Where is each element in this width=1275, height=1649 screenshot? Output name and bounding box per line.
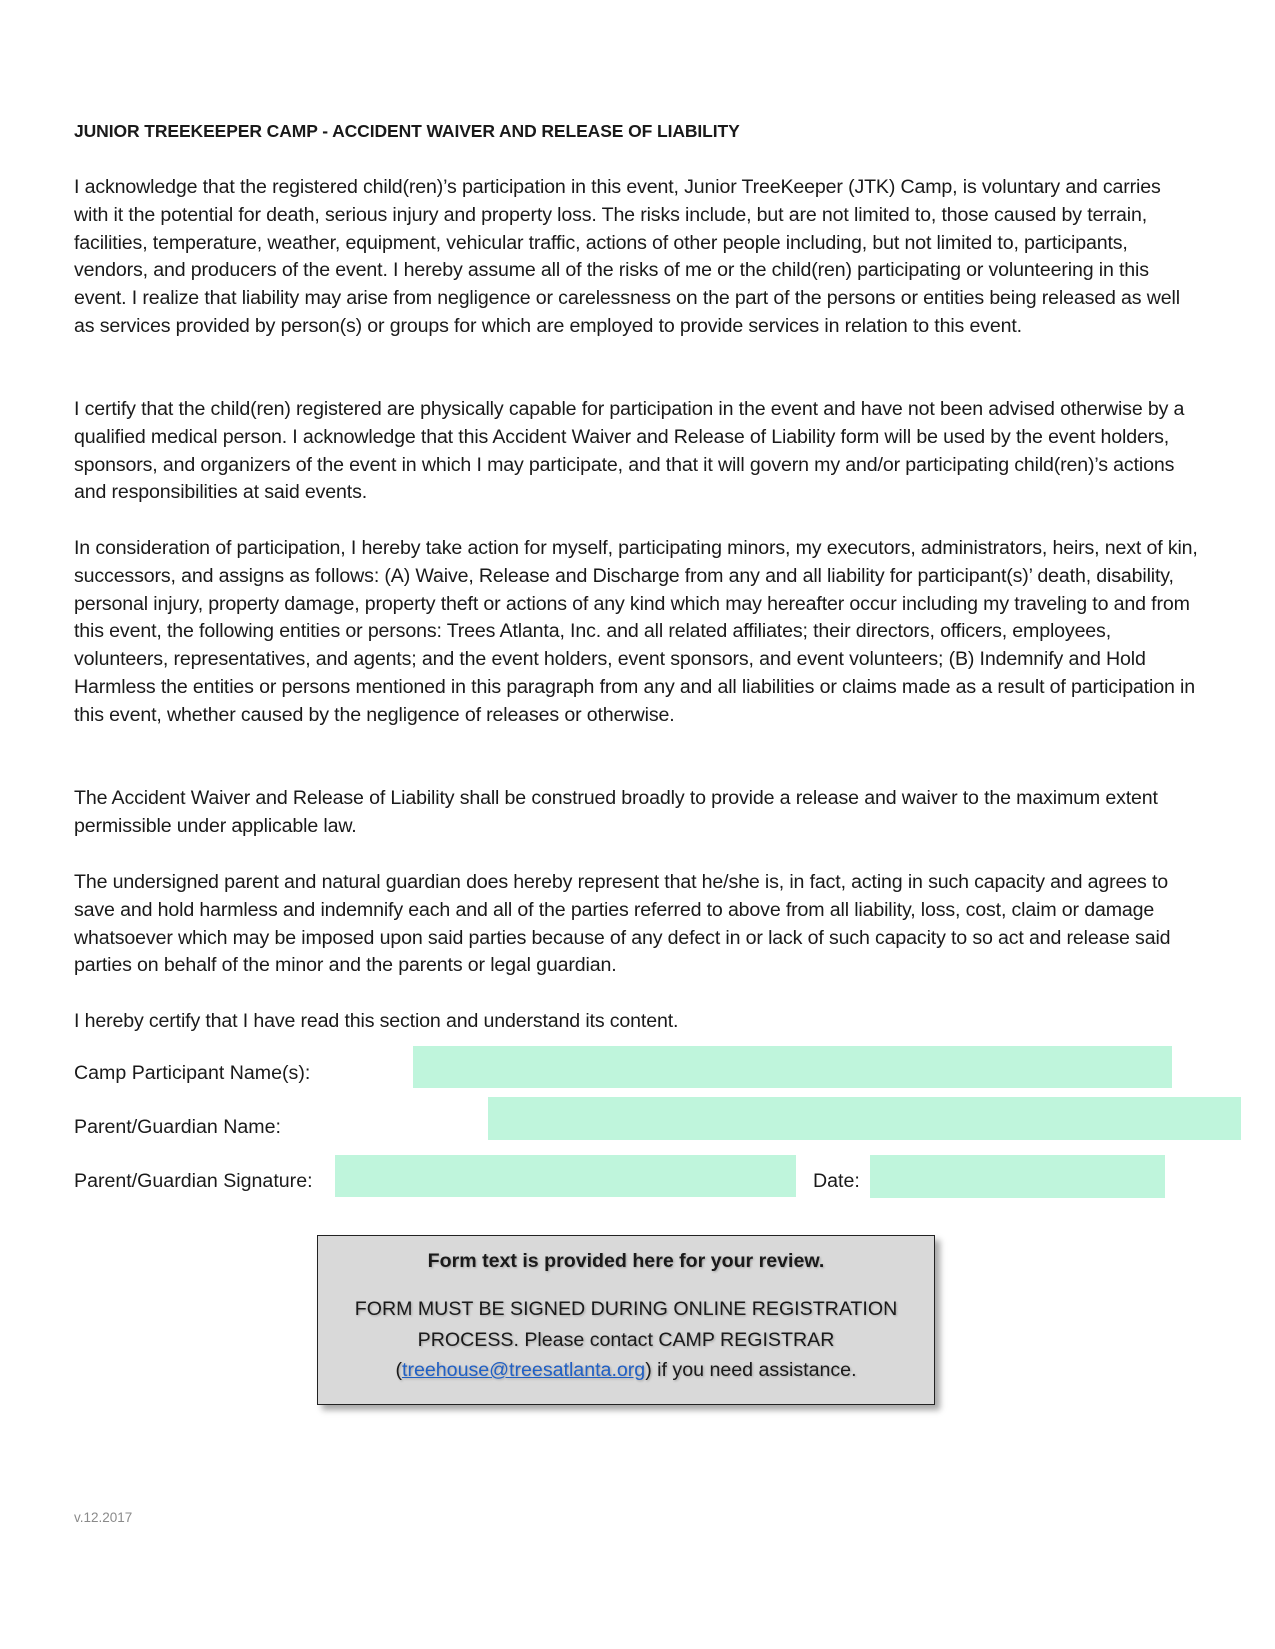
- paragraph-guardian-representation: The undersigned parent and natural guardian does hereby represent that he/she is, in fact, acting in such capacity and agrees to save and hold harmless and indemnify each and all of the parties referred to above from all liability, loss, cost, claim or damage whatsoever which may be imposed upon said parties because of any defect in or lack of such capacity to so act and release said parties on behalf of the minor and the parents or legal guardian.: [74, 871, 1171, 977]
- participant-name-field[interactable]: [413, 1046, 1172, 1088]
- notice-instructions: FORM MUST BE SIGNED DURING ONLINE REGISTRATION PROCESS. Please contact CAMP REGISTRAR: [354, 1298, 898, 1351]
- guardian-signature-label: Parent/Guardian Signature:: [74, 1170, 313, 1192]
- date-field[interactable]: [870, 1155, 1165, 1198]
- guardian-signature-field[interactable]: [335, 1155, 796, 1197]
- paragraph-release-indemnify: In consideration of participation, I hereby take action for myself, participating minors, my executors, administrators, heirs, next of kin, successors, and assigns as follows: (A) Waive, Release and Discharge from any and all liability for participant(s)’ death, disability, personal injury, property damage, property theft or actions of any kind which may hereafter occur including my traveling to and from this event, the following entities or persons: Trees Atlanta, Inc. and all related affiliates; their directors, officers, employees, volunteers, representatives, and agents; and the event holders, event sponsors, and event volunteers; (B) Indemnify and Hold Harmless the entities or persons mentioned in this paragraph from any and all liabilities or claims made as a result of participation in this event, whether caused by the negligence of releases or otherwise.: [74, 537, 1198, 726]
- notice-heading: Form text is provided here for your review.: [427, 1250, 825, 1272]
- notice-open-paren: (: [395, 1359, 403, 1381]
- paragraph-construed-broadly: The Accident Waiver and Release of Liability shall be construed broadly to provide a release and waiver to the maximum extent permissible under applicable law.: [74, 787, 1158, 837]
- guardian-name-label: Parent/Guardian Name:: [74, 1116, 281, 1138]
- notice-body: [348, 1294, 904, 1386]
- notice-assistance-text: ) if you need assistance.: [645, 1359, 857, 1381]
- document-title: JUNIOR TREEKEEPER CAMP - ACCIDENT WAIVER AND RELEASE OF LIABILITY: [74, 121, 740, 141]
- version-label: v.12.2017: [74, 1510, 133, 1525]
- participant-name-label: Camp Participant Name(s):: [74, 1062, 311, 1084]
- paragraph-risk-acknowledgement: I acknowledge that the registered child(ren)’s participation in this event, Junior TreeKeeper (JTK) Camp, is voluntary and carries with it the potential for death, serious injury and property loss. The risks include, but are not limited to, those caused by terrain, facilities, temperature, weather, equipment, vehicular traffic, actions of other people including, but not limited to, participants, vendors, and producers of the event. I hereby assume all of the risks of me or the child(ren) participating or volunteering in this event. I realize that liability may arise from negligence or carelessness on the part of the persons or entities being released as well as services provided by person(s) or groups for which are employed to provide services in relation to this event.: [74, 176, 1180, 337]
- guardian-name-field[interactable]: [488, 1097, 1241, 1140]
- paragraph-physical-capability: I certify that the child(ren) registered are physically capable for participation in the event and have not been advised otherwise by a qualified medical person. I acknowledge that this Accident Waiver and Release of Liability form will be used by the event holders, sponsors, and organizers of the event in which I may participate, and that it will govern my and/or participating child(ren)’s actions and responsibilities at said events.: [74, 398, 1185, 504]
- date-label: Date:: [813, 1170, 860, 1192]
- registrar-email-link[interactable]: treehouse@treesatlanta.org: [402, 1359, 646, 1381]
- review-notice-box: [317, 1235, 935, 1405]
- paragraph-certification: I hereby certify that I have read this section and understand its content.: [74, 1010, 679, 1032]
